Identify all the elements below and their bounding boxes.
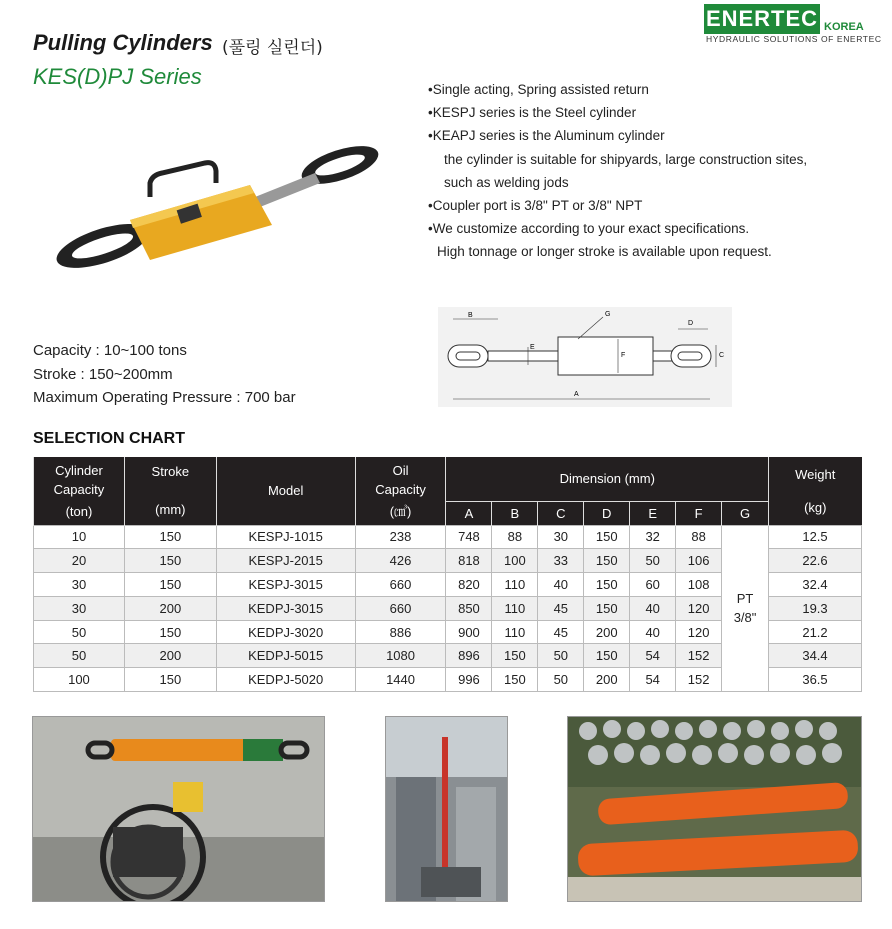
- table-cell-b: 100: [492, 549, 538, 573]
- table-cell-oil: 660: [355, 596, 446, 620]
- table-cell-e: 40: [630, 620, 676, 644]
- table-cell-weight: 36.5: [769, 668, 862, 692]
- table-cell-oil: 1080: [355, 644, 446, 668]
- header-dim-g: G: [722, 501, 769, 525]
- header-dim-f: F: [676, 501, 722, 525]
- dimension-drawing: [438, 307, 732, 407]
- table-cell-stroke: 150: [124, 525, 216, 549]
- table-cell-f: 106: [676, 549, 722, 573]
- table-cell-stroke: 150: [124, 668, 216, 692]
- table-cell-a: 900: [446, 620, 492, 644]
- feature-item: •KEAPJ series is the Aluminum cylinder: [428, 128, 665, 144]
- table-cell-b: 110: [492, 620, 538, 644]
- spec-capacity: Capacity : 10~100 tons: [33, 342, 187, 359]
- table-cell-e: 54: [630, 644, 676, 668]
- table-cell-c: 40: [538, 573, 584, 597]
- header-text: Capacity: [375, 481, 426, 497]
- table-cell-model: KEDPJ-3020: [216, 620, 355, 644]
- feature-item: •We customize according to your exact specifications.: [428, 221, 750, 237]
- feature-item: •Single acting, Spring assisted return: [428, 82, 649, 97]
- table-cell-stroke: 200: [124, 596, 216, 620]
- table-cell-b: 88: [492, 525, 538, 549]
- spec-pressure: Maximum Operating Pressure : 700 bar: [33, 389, 296, 406]
- table-cell-d: 200: [584, 620, 630, 644]
- product-kit-photo: [32, 716, 325, 902]
- table-cell-d: 150: [584, 596, 630, 620]
- spec-stroke: Stroke : 150~200mm: [33, 365, 173, 383]
- header-capacity: [34, 457, 125, 525]
- table-cell-f: 152: [676, 668, 722, 692]
- table-cell-oil: 238: [355, 525, 446, 549]
- enertec-logo: [704, 4, 882, 46]
- table-cell-b: 110: [492, 596, 538, 620]
- feature-list: [428, 78, 873, 264]
- header-text: Cylinder: [55, 462, 103, 478]
- table-cell-cap: 100: [34, 668, 125, 692]
- header-dim-b: B: [492, 501, 538, 525]
- table-cell-model: KESPJ-1015: [216, 525, 355, 549]
- table-cell-b: 110: [492, 573, 538, 597]
- header-oil-capacity: [355, 457, 446, 525]
- table-cell-e: 32: [630, 525, 676, 549]
- table-cell-c: 45: [538, 596, 584, 620]
- feature-item: •Coupler port is 3/8" PT or 3/8" NPT: [428, 198, 643, 214]
- header-text: (mm): [155, 502, 186, 518]
- table-cell-e: 54: [630, 668, 676, 692]
- header-dim-e: E: [630, 501, 676, 525]
- table-cell-cap: 50: [34, 620, 125, 644]
- table-cell-f: 120: [676, 620, 722, 644]
- page-title-korean: (풀링 실린더): [222, 38, 323, 58]
- table-cell-oil: 886: [355, 620, 446, 644]
- table-cell-a: 820: [446, 573, 492, 597]
- table-cell-cap: 20: [34, 549, 125, 573]
- table-cell-a: 896: [446, 644, 492, 668]
- table-cell-d: 150: [584, 573, 630, 597]
- table-row: [34, 525, 862, 549]
- table-cell-e: 60: [630, 573, 676, 597]
- table-cell-weight: 12.5: [769, 525, 862, 549]
- site-installation-photo: [385, 716, 508, 902]
- drawing-label-f: F: [621, 352, 626, 359]
- table-cell-a: 748: [446, 525, 492, 549]
- table-cell-weight: 22.6: [769, 549, 862, 573]
- header-weight: [769, 457, 862, 525]
- table-cell-a: 850: [446, 596, 492, 620]
- table-cell-a: 818: [446, 549, 492, 573]
- table-cell-model: KEDPJ-3015: [216, 596, 355, 620]
- table-cell-stroke: 150: [124, 549, 216, 573]
- table-cell-d: 150: [584, 549, 630, 573]
- feature-item: •KESPJ series is the Steel cylinder: [428, 105, 637, 121]
- g-value-line: 3/8": [733, 610, 757, 626]
- selection-chart-table: [33, 457, 862, 692]
- feature-item: High tonnage or longer stroke is available upon request.: [437, 244, 772, 260]
- table-cell-weight: 32.4: [769, 573, 862, 597]
- table-cell-weight: 34.4: [769, 644, 862, 668]
- table-cell-c: 45: [538, 620, 584, 644]
- page-title: Pulling Cylinders: [33, 30, 213, 55]
- drawing-label-b: B: [468, 312, 473, 319]
- table-cell-f: 88: [676, 525, 722, 549]
- table-cell-f: 120: [676, 596, 722, 620]
- table-cell-model: KEDPJ-5015: [216, 644, 355, 668]
- drawing-label-a: A: [574, 391, 579, 398]
- logo-brand: ENERTEC: [704, 4, 820, 34]
- table-cell-c: 50: [538, 668, 584, 692]
- table-cell-oil: 426: [355, 549, 446, 573]
- selection-chart-body: [34, 525, 862, 692]
- header-text: Weight: [795, 466, 836, 482]
- table-cell-stroke: 200: [124, 644, 216, 668]
- table-cell-cap: 30: [34, 573, 125, 597]
- logo-country: KOREA: [824, 21, 864, 33]
- header-text: (㎤): [389, 503, 412, 519]
- table-cell-d: 200: [584, 668, 630, 692]
- selection-chart-title: SELECTION CHART: [33, 430, 185, 447]
- table-cell-d: 150: [584, 644, 630, 668]
- table-cell-stroke: 150: [124, 573, 216, 597]
- table-cell-cap: 10: [34, 525, 125, 549]
- header-dim-a: A: [446, 501, 492, 525]
- header-stroke: [124, 457, 216, 525]
- table-cell-stroke: 150: [124, 620, 216, 644]
- logo-tagline: HYDRAULIC SOLUTIONS OF ENERTEC: [706, 34, 882, 44]
- table-cell-d: 150: [584, 525, 630, 549]
- table-cell-c: 33: [538, 549, 584, 573]
- table-cell-c: 30: [538, 525, 584, 549]
- table-cell-cap: 30: [34, 596, 125, 620]
- table-cell-f: 152: [676, 644, 722, 668]
- table-cell-oil: 1440: [355, 668, 446, 692]
- table-cell-model: KESPJ-3015: [216, 573, 355, 597]
- table-cell-g: [722, 525, 769, 692]
- drawing-label-e: E: [530, 344, 535, 351]
- header-dimension: Dimension (mm): [446, 457, 769, 501]
- drawing-label-d: D: [688, 320, 694, 327]
- header-text: (ton): [65, 503, 93, 519]
- header-text: Oil: [392, 462, 409, 478]
- header-model: Model: [216, 457, 355, 525]
- g-value-line: PT: [736, 591, 754, 607]
- manufactured-cylinders-photo: [567, 716, 862, 902]
- table-cell-cap: 50: [34, 644, 125, 668]
- table-cell-weight: 21.2: [769, 620, 862, 644]
- pulling-cylinder-product-image: [40, 135, 380, 275]
- table-cell-e: 40: [630, 596, 676, 620]
- table-cell-f: 108: [676, 573, 722, 597]
- spec-summary: [33, 339, 296, 410]
- table-cell-b: 150: [492, 644, 538, 668]
- feature-item: the cylinder is suitable for shipyards, large construction sites,: [444, 151, 808, 167]
- table-cell-model: KEDPJ-5020: [216, 668, 355, 692]
- drawing-label-g: G: [605, 311, 611, 318]
- header-text: Capacity: [53, 481, 105, 497]
- series-subtitle: KES(D)PJ Series: [33, 64, 202, 89]
- table-cell-weight: 19.3: [769, 596, 862, 620]
- header-text: (kg): [804, 499, 827, 515]
- table-cell-model: KESPJ-2015: [216, 549, 355, 573]
- feature-item: such as welding jods: [444, 174, 569, 190]
- header-dim-c: C: [538, 501, 584, 525]
- table-cell-oil: 660: [355, 573, 446, 597]
- header-text: Stroke: [151, 464, 190, 480]
- table-cell-c: 50: [538, 644, 584, 668]
- table-cell-a: 996: [446, 668, 492, 692]
- table-cell-e: 50: [630, 549, 676, 573]
- header-dim-d: D: [584, 501, 630, 525]
- table-cell-b: 150: [492, 668, 538, 692]
- drawing-label-c: C: [719, 352, 725, 359]
